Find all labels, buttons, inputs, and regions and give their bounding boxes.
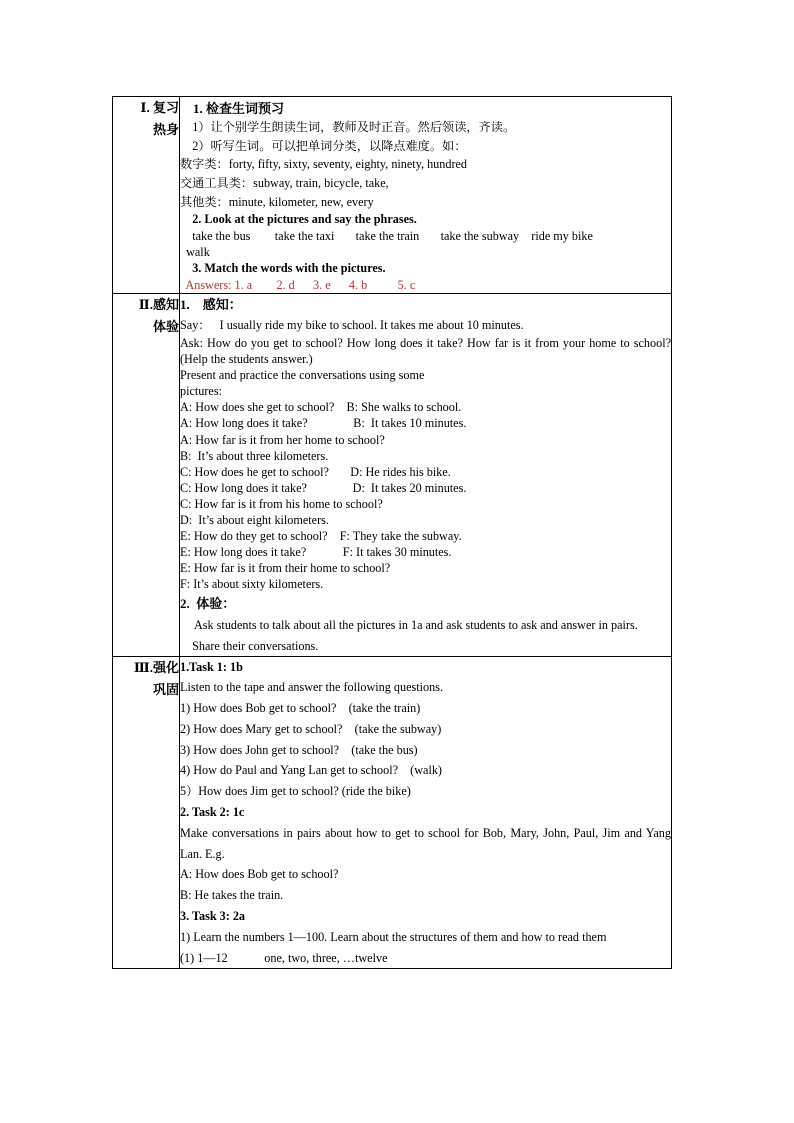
dialogue-line: E: How far is it from their home to school? xyxy=(180,561,391,576)
dialogue-line: C: How does he get to school? D: He rides his bike. xyxy=(180,464,451,479)
dialogue-line: A: How long does it take? B: It takes 10 minutes. xyxy=(180,416,467,431)
dialogue-line: A: How does Bob get to school? xyxy=(180,867,339,882)
answers-line: Answers: 1. a 2. d 3. e 4. b 5. c xyxy=(180,278,416,292)
text-line: 交通工具类：subway, train, bicycle, take, xyxy=(180,176,389,190)
text-line: Present and practice the conversations using some xyxy=(180,368,425,383)
row-label-line: 体验 xyxy=(152,319,179,334)
dialogue-line: C: How far is it from his home to school? xyxy=(180,496,383,511)
section-heading: 3. Task 3: 2a xyxy=(180,909,246,924)
question-line: 3) How does John get to school? (take the bus) xyxy=(180,742,418,757)
row-label xyxy=(113,294,180,657)
text-line: Listen to the tape and answer the following questions. xyxy=(180,680,443,695)
dialogue-line: C: How long does it take? D: It takes 20 minutes. xyxy=(180,480,467,495)
row-label xyxy=(113,97,180,294)
text-line: Say： I usually ride my bike to school. It takes me about 10 minutes. xyxy=(180,318,524,332)
text-line: pictures: xyxy=(180,384,222,399)
text-line: Ask students to talk about all the pictures in 1a and ask students to ask and answer in pairs. xyxy=(194,617,638,632)
text-line: Ask: How do you get to school? How long does it take? How far is it from your home to school?(Help the students answer.) xyxy=(180,336,671,367)
row-label-line: 巩固 xyxy=(152,681,179,697)
dialogue-line: D: It’s about eight kilometers. xyxy=(180,513,329,528)
section-heading: 1.Task 1: 1b xyxy=(180,659,243,674)
text-line: 1）让个别学生朗读生词，教师及时正音。然后领读，齐读。 xyxy=(180,120,516,134)
row-label-line: Ⅰ. 复习 xyxy=(140,100,179,115)
lesson-plan-table xyxy=(112,96,672,969)
question-line: 5）How does Jim get to school? (ride the bike) xyxy=(180,784,411,799)
row-label-line: Ⅲ.强化 xyxy=(133,659,179,675)
section-heading: 2. Look at the pictures and say the phrases. xyxy=(180,212,417,226)
text-line: Make conversations in pairs about how to get to school for Bob, Mary, John, Paul, Jim and Yang Lan. E.g. xyxy=(180,825,671,861)
table-row xyxy=(113,656,672,969)
text-line: take the bus take the taxi take the train take the subway ride my bike xyxy=(180,229,593,243)
question-line: 4) How do Paul and Yang Lan get to school? (walk) xyxy=(180,763,442,778)
row-label-line: 热身 xyxy=(152,122,179,137)
section-heading: 1. 感知： xyxy=(180,297,242,312)
dialogue-line: A: How far is it from her home to school? xyxy=(180,432,385,447)
dialogue-line: E: How long does it take? F: It takes 30 minutes. xyxy=(180,545,452,560)
section-heading: 2. Task 2: 1c xyxy=(180,805,245,820)
section-heading: 1. 检查生词预习 xyxy=(180,101,285,116)
dialogue-line: B: He takes the train. xyxy=(180,888,284,903)
text-line: walk xyxy=(180,245,210,259)
text-line: 1) Learn the numbers 1—100. Learn about the structures of them and how to read them xyxy=(180,929,607,944)
text-line: 数字类：forty, fifty, sixty, seventy, eighty, ninety, hundred xyxy=(180,157,468,171)
text-line: 其他类：minute, kilometer, new, every xyxy=(180,195,374,209)
table-row xyxy=(113,97,672,294)
dialogue-line: E: How do they get to school? F: They take the subway. xyxy=(180,529,462,544)
dialogue-line: B: It’s about three kilometers. xyxy=(180,448,329,463)
row-label-line: Ⅱ.感知 xyxy=(138,297,179,312)
dialogue-line: A: How does she get to school? B: She walks to school. xyxy=(180,400,462,415)
row-content xyxy=(180,294,672,657)
question-line: 1) How does Bob get to school? (take the train) xyxy=(180,701,421,716)
question-line: 2) How does Mary get to school? (take the subway) xyxy=(180,721,442,736)
row-content xyxy=(180,97,672,294)
row-label xyxy=(113,656,180,969)
dialogue-line: F: It’s about sixty kilometers. xyxy=(180,577,324,592)
section-heading: 2. 体验： xyxy=(180,595,236,611)
row-content xyxy=(180,656,672,969)
text-line: Share their conversations. xyxy=(186,638,319,653)
table-row xyxy=(113,294,672,657)
text-line: 2）听写生词。可以把单词分类，以降点难度。如： xyxy=(180,139,467,153)
text-line: (1) 1—12 one, two, three, …twelve xyxy=(180,950,388,965)
section-heading: 3. Match the words with the pictures. xyxy=(180,261,386,275)
